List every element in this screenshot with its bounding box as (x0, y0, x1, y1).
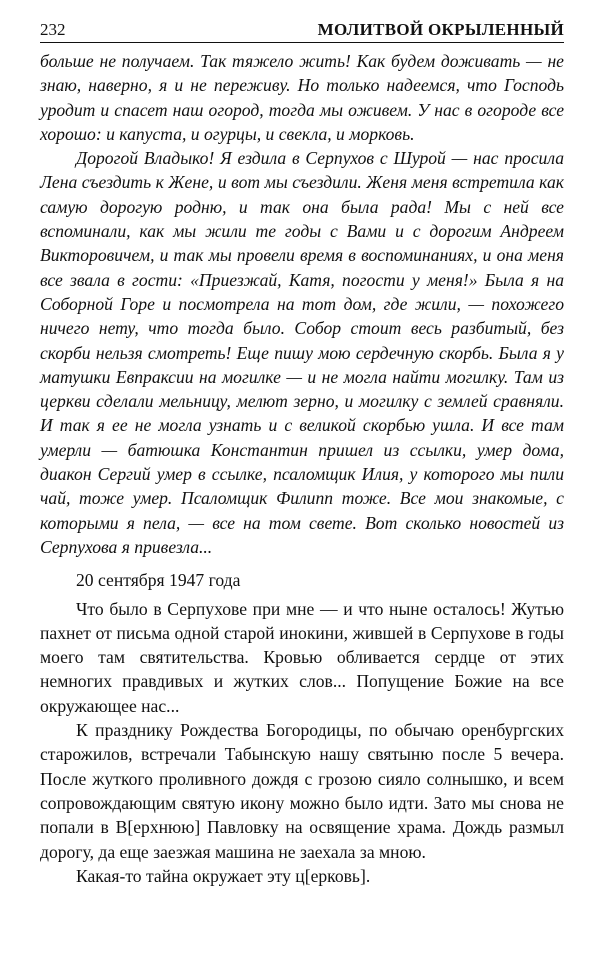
running-title: МОЛИТВОЙ ОКРЫЛЕННЫЙ (317, 20, 564, 39)
diary-date-heading: 20 сентября 1947 года (76, 570, 241, 591)
book-page (40, 14, 564, 888)
letter-paragraph-continued: больше не получаем. Так тяжело жить! Как будем доживать — не знаю, наверно, я и не переживу. Но только надеемся, что Господь уродит и спасет наш огород, тогда мы оживем. У нас в огороде все хорошо: и капуста, и огурцы, и свекла, и морковь. (40, 51, 564, 144)
diary-paragraph: Какая-то тайна окружает эту ц[ерковь]. (76, 865, 371, 886)
diary-paragraph: К празднику Рождества Богородицы, по обычаю оренбургских старожилов, встречали Табынскую нашу святыню после 5 вечера. После жуткого проливного дождя с грозою сияло солнышко, и всем сопровождающим святую икону можно было идти. Зато мы снова не попали в В[ерхнюю] Павловку на освящение храма. Дождь размыл дорогу, да еще заезжая машина не заехала за мною. (40, 720, 564, 862)
body-text (40, 49, 564, 888)
diary-paragraph: Что было в Серпухове при мне — и что ныне осталось! Жутью пахнет от письма одной старой инокини, жившей в Серпухове в годы моего там святительства. Кровью обливается сердце от этих немногих правдивых и жутких слов... Попущение Божие на все окружающее нас... (40, 598, 564, 716)
letter-paragraph: Дорогой Владыко! Я ездила в Серпухов с Шурой — нас просила Лена съездить к Жене, и вот мы съездили. Женя меня встретила как самую дорогую родню, и так она была рада! Мы с ней все вспоминали, как мы жили те годы с Вами и с дорогим Андреем Викторовичем, и так мы провели время в воспоминаниях, и она меня все звала в гости: «Приезжай, Катя, погости у меня!» Была я на Соборной Горе и посмотрела на тот дом, где жили, — похожего ничего нету, что тогда было. Собор стоит весь разбитый, без скорби нельзя смотреть! Еще пишу мою сердечную скорбь. Была я у матушки Евпраксии на могилке — и не могла найти могилку. Там из церкви сделали мельницу, мелют зерно, и могилку с землей сравняли. И так я ее не могла узнать и с великой скорбью ушла. И все там умерли — батюшка Константин пришел из ссылки, умер дома, диакон Сергий умер в ссылке, псаломщик Илия, у которого мы пили чай, тоже умер. Псаломщик Филипп тоже. Все мои знакомые, с которыми я пела, — все на том свете. Вот сколько новостей из Серпухова я привезла... (40, 148, 564, 557)
running-head (40, 14, 564, 43)
page-number: 232 (40, 20, 66, 39)
